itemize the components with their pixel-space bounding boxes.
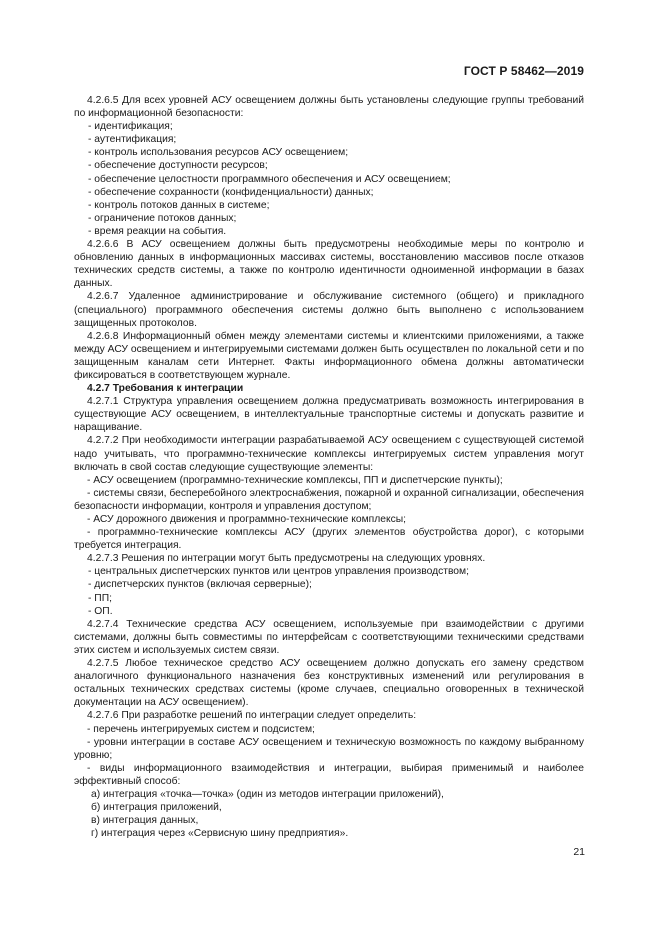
list-item: - обеспечение сохранности (конфиденциальности) данных; (88, 186, 374, 198)
list-item: - аутентификация; (88, 134, 177, 146)
list-item: - ограничение потоков данных; (88, 212, 237, 224)
list-item: - ПП; (88, 592, 112, 604)
list-item: - время реакции на события. (88, 225, 227, 237)
paragraph: 4.2.6.8 Информационный обмен между элементами системы и клиентскими приложениями, а также между АСУ освещением и интегрируемыми системами должен быть осуществлен по локальной сети и по защищенным каналам сети Интернет. Факты информационного обмена должны автоматически фиксироваться в соответствующем журнале. (74, 330, 584, 381)
paragraph: 4.2.6.5 Для всех уровней АСУ освещением должны быть установлены следующие группы требований по информационной безопасности: (74, 95, 584, 120)
paragraph: - программно-технические комплексы АСУ (других элементов обустройства дорог), с которыми требуется интеграция. (74, 527, 584, 552)
paragraph: 4.2.6.6 В АСУ освещением должны быть предусмотрены необходимые меры по контролю и обновлению данных в информационных массивах системы, восстановлению массивов после отказов технических средств системы, а также по контролю идентичности одноименной информации в базах данных. (74, 239, 584, 290)
paragraph: - АСУ освещением (программно-технические комплексы, ПП и диспетчерские пункты); (87, 474, 503, 486)
list-item: - диспетчерских пунктов (включая серверные); (88, 579, 312, 591)
paragraph: 4.2.7.4 Технические средства АСУ освещением, используемые при взаимодействии с другими системами, должны быть совместимы по интерфейсам с соответствующими техническими средствами этих систем и используемых систем связи. (74, 618, 584, 656)
list-item: - обеспечение доступности ресурсов; (88, 160, 268, 172)
list-item: - обеспечение целостности программного обеспечения и АСУ освещением; (88, 173, 451, 185)
list-item: - ОП. (88, 605, 113, 617)
paragraph: - перечень интегрируемых систем и подсистем; (87, 723, 315, 735)
list-item: - контроль использования ресурсов АСУ освещением; (88, 147, 349, 159)
document-body (74, 94, 584, 840)
page-number: 21 (573, 846, 585, 858)
paragraph: - АСУ дорожного движения и программно-технические комплексы; (87, 514, 407, 525)
paragraph: - системы связи, бесперебойного электроснабжения, пожарной и охранной сигнализации, обеспечения безопасности информации, контроля и управления доступом; (74, 487, 584, 512)
list-item: - контроль потоков данных в системе; (88, 199, 270, 211)
lettered-item: б) интеграция приложений, (91, 802, 222, 814)
paragraph: 4.2.7.5 Любое техническое средство АСУ освещением должно допускать его замену средством аналогичного функционального назначения без конструктивных изменений или регулирования в остальных технических средствах системы (кроме случаев, специально оговоренных в технической документации на АСУ освещением). (74, 658, 584, 709)
list-item: - центральных диспетчерских пунктов или центров управления производством; (88, 566, 469, 578)
paragraph: 4.2.7.6 При разработке решений по интеграции следует определить: (87, 710, 417, 722)
list-item: - идентификация; (88, 121, 173, 133)
lettered-item: в) интеграция данных, (91, 815, 199, 827)
paragraph: 4.2.7.2 При необходимости интеграции разрабатываемой АСУ освещением с существующей системой надо учитывать, что программно-технические комплексы интегрируемых систем управления могут включать в свой состав следующие существующие элементы: (74, 435, 584, 473)
paragraph: - уровни интеграции в составе АСУ освещением и техническую возможность по каждому выбранному уровню; (74, 736, 584, 761)
lettered-item: г) интеграция через «Сервисную шину предприятия». (91, 828, 349, 840)
lettered-item: а) интеграция «точка—точка» (один из методов интеграции приложений), (91, 788, 444, 800)
section-heading: 4.2.7 Требования к интеграции (87, 383, 244, 395)
standard-header: ГОСТ Р 58462—2019 (463, 64, 584, 78)
paragraph: 4.2.7.1 Структура управления освещением должна предусматривать возможность интегрирования в существующие АСУ освещением, в интеллектуальные транспортные системы и допускать развитие и наращивание. (74, 396, 584, 434)
paragraph: 4.2.6.7 Удаленное администрирование и обслуживание системного (общего) и прикладного (специального) программного обеспечения системы должно быть выполнено с использованием защищенных протоколов. (74, 291, 584, 329)
paragraph: - виды информационного взаимодействия и интеграции, выбирая применимый и наиболее эффективный способ: (74, 762, 584, 787)
paragraph: 4.2.7.3 Решения по интеграции могут быть предусмотрены на следующих уровнях. (87, 553, 486, 565)
